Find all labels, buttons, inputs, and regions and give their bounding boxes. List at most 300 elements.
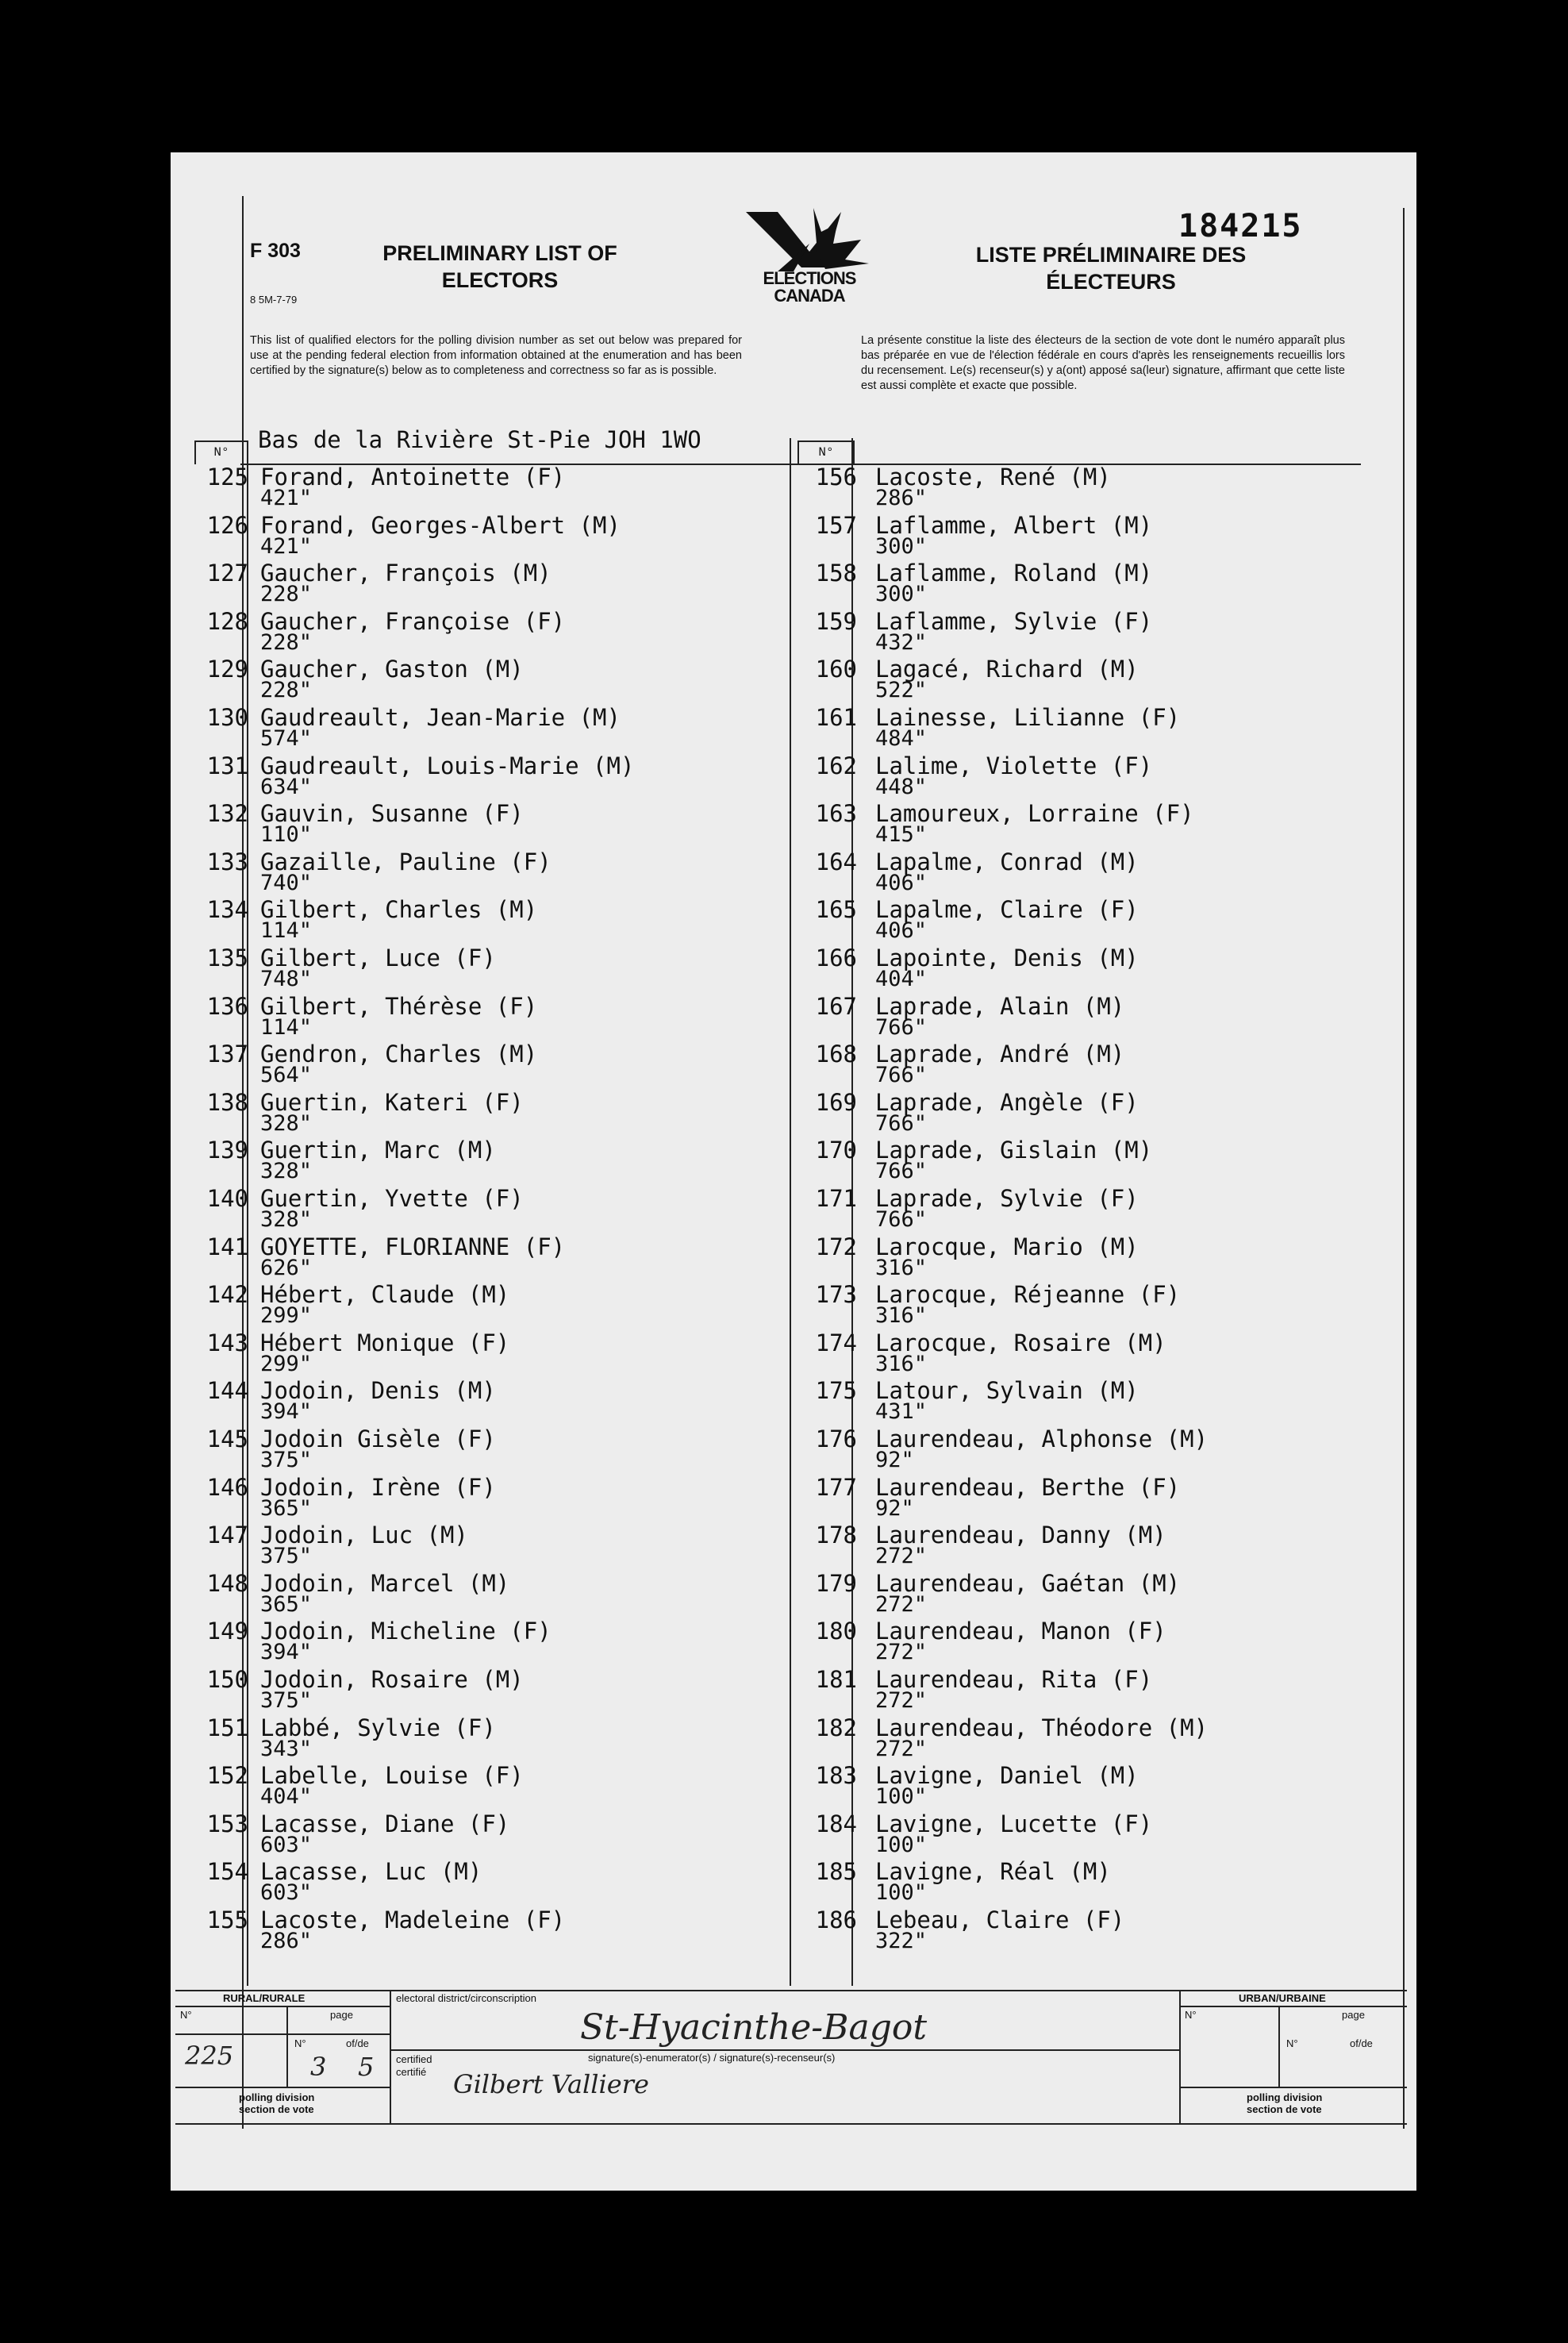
elector-number: 166 (815, 945, 857, 971)
elector-address: 316" (875, 1255, 928, 1280)
page-total: 5 (358, 2052, 375, 2082)
elector-name: Labelle, Louise (F) (260, 1762, 524, 1790)
elector-name: Laurendeau, Gaétan (M) (875, 1569, 1181, 1597)
urban-polling-label-fr: section de vote (1247, 2103, 1322, 2115)
elector-number: 184 (815, 1810, 857, 1837)
elector-entry (185, 1425, 740, 1474)
elector-number: 168 (815, 1041, 857, 1068)
elector-number: 177 (815, 1473, 857, 1501)
elector-entry (185, 1281, 740, 1329)
elector-name: Laurendeau, Manon (F) (875, 1618, 1166, 1645)
elector-entry (794, 1425, 1349, 1474)
elector-number: 162 (815, 752, 857, 779)
elector-address: 272" (875, 1640, 928, 1665)
elector-address: 286" (260, 1929, 313, 1953)
elector-number: 186 (815, 1906, 857, 1933)
title-english (349, 240, 651, 294)
elector-address: 375" (260, 1688, 313, 1713)
elector-address: 228" (260, 629, 313, 655)
elector-number: 130 (206, 704, 248, 731)
elector-number: 135 (206, 945, 248, 971)
elector-name: Gauvin, Susanne (F) (260, 800, 524, 828)
elector-entry (185, 464, 740, 512)
elector-number: 142 (206, 1281, 248, 1309)
elector-number: 183 (815, 1762, 857, 1790)
footer-rural-mid (175, 2033, 390, 2035)
rural-of-label: of/de (346, 2037, 369, 2049)
elector-number: 164 (815, 848, 857, 875)
elector-number: 176 (815, 1425, 857, 1452)
elector-entry (794, 896, 1349, 945)
elector-address: 100" (875, 1880, 928, 1906)
elector-entry (185, 1810, 740, 1859)
elector-address: 484" (875, 726, 928, 751)
elector-address: 328" (260, 1159, 313, 1184)
elector-name: Forand, Georges-Albert (M) (260, 511, 621, 539)
elector-name: Guertin, Yvette (F) (260, 1185, 524, 1212)
elector-entry (185, 1089, 740, 1137)
elector-name: Lapointe, Denis (M) (875, 945, 1139, 971)
elector-address: 564" (260, 1063, 313, 1088)
elector-address: 272" (875, 1591, 928, 1617)
certified-label-en: certified (396, 2053, 432, 2065)
elector-number: 149 (206, 1618, 248, 1645)
elector-entry (794, 1810, 1349, 1859)
logo-wordmark (726, 270, 893, 305)
elector-address: 316" (875, 1303, 928, 1329)
elector-name: Jodoin, Micheline (F) (260, 1618, 551, 1645)
elector-address: 626" (260, 1255, 313, 1280)
left-col-number-header: N° (194, 441, 248, 464)
elector-number: 132 (206, 800, 248, 828)
elector-number: 125 (206, 464, 248, 491)
elector-entry (794, 848, 1349, 897)
elector-name: Gendron, Charles (M) (260, 1041, 538, 1068)
elector-entry (185, 752, 740, 801)
elector-name: Gilbert, Thérèse (F) (260, 992, 538, 1020)
serial-number: 184215 (1178, 208, 1303, 244)
rural-polling-label-en: polling division (239, 2091, 315, 2103)
elector-number: 144 (206, 1377, 248, 1405)
elector-entry (794, 1906, 1349, 1955)
footer-page-box-divider (286, 2006, 288, 2087)
elector-address: 322" (875, 1929, 928, 1953)
elector-address: 603" (260, 1832, 313, 1857)
footer-signature-rule (390, 2049, 1179, 2051)
elector-address: 228" (260, 582, 313, 607)
elector-address: 375" (260, 1448, 313, 1472)
sub-heading: Bas de la Rivière St-Pie JOH 1WO (258, 426, 701, 453)
footer-rural-divider (390, 1990, 391, 2125)
elector-entry (185, 896, 740, 945)
urban-page-label: page (1342, 2009, 1365, 2021)
elector-name: Jodoin, Rosaire (M) (260, 1666, 524, 1693)
elector-address: 415" (875, 822, 928, 848)
elector-address: 92" (875, 1495, 914, 1521)
elector-entry (794, 800, 1349, 848)
elector-entry (185, 993, 740, 1041)
elector-number: 173 (815, 1281, 857, 1309)
elector-entry (185, 560, 740, 608)
elector-number: 182 (815, 1714, 857, 1741)
elector-address: 406" (875, 918, 928, 944)
elector-address: 766" (875, 1014, 928, 1040)
elector-entry (794, 1137, 1349, 1185)
elector-number: 145 (206, 1425, 248, 1452)
elector-name: Lacasse, Luc (M) (260, 1858, 482, 1886)
elector-number: 138 (206, 1088, 248, 1116)
district-value: St-Hyacinthe-Bagot (580, 2007, 928, 2048)
elector-number: 167 (815, 992, 857, 1020)
elector-address: 100" (875, 1832, 928, 1857)
elector-number: 161 (815, 704, 857, 731)
elector-entry (185, 656, 740, 704)
certified-label-fr: certifié (396, 2066, 427, 2078)
elector-address: 328" (260, 1110, 313, 1136)
elector-number: 155 (206, 1906, 248, 1933)
footer-rural-subrule (175, 2006, 390, 2007)
elector-name: Laprade, Sylvie (F) (875, 1185, 1139, 1212)
elector-name: Laprade, Gislain (M) (875, 1137, 1153, 1164)
elector-entry (185, 1522, 740, 1570)
elector-address: 110" (260, 822, 313, 848)
elector-address: 421" (260, 533, 313, 559)
elector-name: Laurendeau, Danny (M) (875, 1522, 1166, 1549)
elector-name: Jodoin Gisèle (F) (260, 1425, 496, 1452)
elector-name: Larocque, Mario (M) (875, 1233, 1139, 1260)
elector-name: Gaudreault, Jean-Marie (M) (260, 704, 621, 731)
elector-number: 137 (206, 1041, 248, 1068)
intro-french: La présente constitue la liste des électeurs de la section de vote dont le numéro apparaît plus bas préparée en vue de l'élection fédérale en cours d'après les renseignements recueillis lors du recensement. Le(s) recenseur(s) y a(ont) apposé sa(leur) signature, affirmant que cette liste est aussi complète et exacte que possible. (861, 334, 1345, 392)
elector-entry (794, 1041, 1349, 1089)
elector-address: 431" (875, 1399, 928, 1425)
elector-number: 136 (206, 992, 248, 1020)
elector-name: Laflamme, Albert (M) (875, 511, 1153, 539)
elector-address: 432" (875, 629, 928, 655)
elector-name: Lacasse, Diane (F) (260, 1810, 510, 1837)
elector-entry (185, 800, 740, 848)
elector-address: 574" (260, 726, 313, 751)
elector-address: 634" (260, 774, 313, 799)
elector-address: 272" (875, 1688, 928, 1713)
elector-address: 421" (260, 486, 313, 510)
right-col-number-header: N° (797, 441, 855, 464)
elector-address: 343" (260, 1736, 313, 1761)
elector-name: Hébert, Claude (M) (260, 1281, 510, 1309)
elector-number: 165 (815, 896, 857, 924)
enumerator-signature: Gilbert Valliere (453, 2069, 649, 2099)
elector-number: 139 (206, 1137, 248, 1164)
elector-number: 148 (206, 1569, 248, 1597)
elector-name: Laflamme, Sylvie (F) (875, 607, 1153, 635)
elector-number: 154 (206, 1858, 248, 1886)
elector-name: Jodoin, Irène (F) (260, 1473, 496, 1501)
elector-entry (185, 704, 740, 752)
elector-name: Lacoste, René (M) (875, 464, 1111, 491)
rural-page-label: page (330, 2009, 353, 2021)
elector-number: 172 (815, 1233, 857, 1260)
elector-name: Lapalme, Claire (F) (875, 896, 1139, 924)
elector-address: 766" (875, 1159, 928, 1184)
elector-address: 766" (875, 1063, 928, 1088)
elector-number: 141 (206, 1233, 248, 1260)
footer-urban-low (1181, 2087, 1407, 2088)
elector-address: 748" (260, 967, 313, 991)
elector-number: 150 (206, 1666, 248, 1693)
signature-label: signature(s)-enumerator(s) / signature(s)-recenseur(s) (588, 2052, 836, 2064)
elector-entry (794, 1618, 1349, 1666)
elector-entry (794, 704, 1349, 752)
elector-name: Guertin, Marc (M) (260, 1137, 496, 1164)
elector-name: Gaudreault, Louis-Marie (M) (260, 752, 635, 779)
district-label: electoral district/circonscription (396, 1992, 537, 2004)
elector-name: GOYETTE, FLORIANNE (F) (260, 1233, 566, 1260)
footer (175, 1990, 1409, 2125)
elector-entry (794, 1377, 1349, 1425)
elector-name: Lavigne, Lucette (F) (875, 1810, 1153, 1837)
elector-entry (185, 1377, 740, 1425)
elector-number: 175 (815, 1377, 857, 1405)
elector-entry (794, 1570, 1349, 1618)
print-code: 8 5M-7-79 (250, 294, 298, 306)
elector-entry (185, 1666, 740, 1714)
elector-name: Laflamme, Roland (M) (875, 560, 1153, 587)
elector-address: 286" (875, 486, 928, 510)
elector-name: Laprade, Alain (M) (875, 992, 1125, 1020)
elector-address: 365" (260, 1591, 313, 1617)
elector-entry (794, 560, 1349, 608)
form-code: F 303 (250, 240, 301, 262)
elector-address: 272" (875, 1736, 928, 1761)
elector-number: 129 (206, 656, 248, 683)
elector-number: 160 (815, 656, 857, 683)
elector-entry (185, 1858, 740, 1906)
elector-address: 740" (260, 870, 313, 895)
elector-number: 185 (815, 1858, 857, 1886)
elector-entry (794, 1522, 1349, 1570)
elector-entry (185, 848, 740, 897)
footer-rural-low (175, 2087, 390, 2088)
elector-address: 766" (875, 1207, 928, 1232)
column-divider (790, 438, 791, 1986)
footer-top-rule (175, 1990, 1407, 1991)
elector-address: 603" (260, 1880, 313, 1906)
elector-address: 328" (260, 1207, 313, 1232)
elector-number: 131 (206, 752, 248, 779)
logo-line1: ELECTIONS (763, 268, 856, 288)
elector-number: 179 (815, 1569, 857, 1597)
elector-entry (794, 1762, 1349, 1810)
elector-address: 766" (875, 1110, 928, 1136)
footer-urban-page-divider (1278, 2006, 1280, 2087)
elector-address: 404" (260, 1784, 313, 1810)
elector-number: 181 (815, 1666, 857, 1693)
elector-name: Gilbert, Charles (M) (260, 896, 538, 924)
intro-english: This list of qualified electors for the polling division number as set out below was prepared for use at the pending federal election from information obtained at the enumeration and has been certified by the signature(s) below as to completeness and correctness so far as is possible. (250, 334, 742, 377)
elector-name: Guertin, Kateri (F) (260, 1088, 524, 1116)
elector-name: Lainesse, Lilianne (F) (875, 704, 1181, 731)
elector-address: 299" (260, 1303, 313, 1329)
frame-right-rule (1403, 208, 1405, 2129)
elector-number: 174 (815, 1329, 857, 1356)
elector-entry (185, 1041, 740, 1089)
elector-entry (794, 512, 1349, 560)
urban-label: URBAN/URBAINE (1239, 1992, 1326, 2004)
elector-entry (185, 1618, 740, 1666)
elector-number: 151 (206, 1714, 248, 1741)
elector-entry (794, 608, 1349, 656)
rural-page-no-label: N° (294, 2037, 306, 2049)
elector-entry (794, 1233, 1349, 1282)
elector-name: Laurendeau, Berthe (F) (875, 1473, 1181, 1501)
elector-address: 394" (260, 1640, 313, 1665)
rural-no-label: N° (180, 2009, 192, 2021)
poll-number: 225 (185, 2041, 234, 2071)
elector-entry (794, 464, 1349, 512)
elector-name: Laurendeau, Alphonse (M) (875, 1425, 1209, 1452)
elector-entry (794, 1281, 1349, 1329)
elector-name: Gaucher, Gaston (M) (260, 656, 524, 683)
elector-entry (185, 1185, 740, 1233)
elector-entry (794, 1474, 1349, 1522)
elector-entry (185, 1329, 740, 1378)
elector-address: 316" (875, 1351, 928, 1376)
elector-entry (794, 1714, 1349, 1763)
elector-entry (794, 656, 1349, 704)
logo-line2: CANADA (774, 286, 845, 306)
elector-number: 147 (206, 1522, 248, 1549)
elector-address: 300" (875, 582, 928, 607)
elector-address: 100" (875, 1784, 928, 1810)
urban-page-no-label: N° (1286, 2037, 1298, 2049)
elector-number: 128 (206, 607, 248, 635)
title-french-line2: ÉLECTEURS (1046, 270, 1176, 294)
footer-bottom-rule (175, 2123, 1407, 2125)
elector-address: 394" (260, 1399, 313, 1425)
elector-name: Larocque, Réjeanne (F) (875, 1281, 1181, 1309)
title-french-line1: LISTE PRÉLIMINAIRE DES (975, 243, 1247, 267)
elector-number: 158 (815, 560, 857, 587)
rural-polling-label-fr: section de vote (239, 2103, 314, 2115)
elector-number: 178 (815, 1522, 857, 1549)
elector-name: Lavigne, Daniel (M) (875, 1762, 1139, 1790)
elector-address: 114" (260, 1014, 313, 1040)
elector-entry (794, 1089, 1349, 1137)
elector-name: Gilbert, Luce (F) (260, 945, 496, 971)
elector-address: 406" (875, 870, 928, 895)
elector-number: 134 (206, 896, 248, 924)
elector-entry (794, 1858, 1349, 1906)
elector-entry (185, 1474, 740, 1522)
footer-urban-subrule (1181, 2006, 1407, 2007)
elector-number: 171 (815, 1185, 857, 1212)
elector-number: 140 (206, 1185, 248, 1212)
elector-number: 169 (815, 1088, 857, 1116)
elector-number: 126 (206, 511, 248, 539)
elector-address: 272" (875, 1544, 928, 1569)
urban-polling-label-en: polling division (1247, 2091, 1323, 2103)
elector-number: 153 (206, 1810, 248, 1837)
elector-name: Lalime, Violette (F) (875, 752, 1153, 779)
elector-number: 143 (206, 1329, 248, 1356)
elector-entry (794, 945, 1349, 993)
urban-no-label: N° (1185, 2009, 1197, 2021)
elector-entry (185, 945, 740, 993)
elector-name: Forand, Antoinette (F) (260, 464, 566, 491)
elector-name: Lebeau, Claire (F) (875, 1906, 1125, 1933)
elector-address: 448" (875, 774, 928, 799)
title-english-line2: ELECTORS (441, 268, 559, 292)
elector-number: 180 (815, 1618, 857, 1645)
elector-name: Hébert Monique (F) (260, 1329, 510, 1356)
footer-urban-divider (1179, 1990, 1181, 2125)
elector-name: Lamoureux, Lorraine (F) (875, 800, 1194, 828)
elector-address: 365" (260, 1495, 313, 1521)
rural-label: RURAL/RURALE (223, 1992, 306, 2004)
elector-number: 159 (815, 607, 857, 635)
elector-name: Lapalme, Conrad (M) (875, 848, 1139, 875)
elector-name: Laprade, Angèle (F) (875, 1088, 1139, 1116)
elector-number: 163 (815, 800, 857, 828)
electors-list-sheet (171, 152, 1416, 2191)
elector-entry (185, 1233, 740, 1282)
page-number: 3 (310, 2052, 327, 2082)
elector-address: 522" (875, 678, 928, 703)
urban-of-label: of/de (1350, 2037, 1373, 2049)
elector-address: 404" (875, 967, 928, 991)
elector-entry (794, 993, 1349, 1041)
elector-name: Lagacé, Richard (M) (875, 656, 1139, 683)
elector-name: Laprade, André (M) (875, 1041, 1125, 1068)
title-english-line1: PRELIMINARY LIST OF (382, 241, 617, 265)
title-french (944, 241, 1278, 295)
elector-entry (185, 1714, 740, 1763)
elector-entry (185, 608, 740, 656)
elector-name: Gazaille, Pauline (F) (260, 848, 551, 875)
elector-name: Gaucher, François (M) (260, 560, 551, 587)
elector-address: 228" (260, 678, 313, 703)
elector-number: 170 (815, 1137, 857, 1164)
elector-entry (794, 1329, 1349, 1378)
elector-entry (185, 1570, 740, 1618)
elector-name: Laurendeau, Rita (F) (875, 1666, 1153, 1693)
elector-name: Latour, Sylvain (M) (875, 1377, 1139, 1405)
elector-name: Lavigne, Réal (M) (875, 1858, 1111, 1886)
elector-entry (185, 1906, 740, 1955)
elector-number: 127 (206, 560, 248, 587)
elector-entry (794, 752, 1349, 801)
elector-address: 92" (875, 1448, 914, 1472)
elector-name: Jodoin, Marcel (M) (260, 1569, 510, 1597)
elector-number: 156 (815, 464, 857, 491)
elector-address: 299" (260, 1351, 313, 1376)
elector-name: Larocque, Rosaire (M) (875, 1329, 1166, 1356)
elector-name: Jodoin, Denis (M) (260, 1377, 496, 1405)
elector-entry (185, 1762, 740, 1810)
elector-address: 375" (260, 1544, 313, 1569)
elector-name: Laurendeau, Théodore (M) (875, 1714, 1209, 1741)
elector-name: Gaucher, Françoise (F) (260, 607, 566, 635)
elector-entry (185, 1137, 740, 1185)
elector-entry (185, 512, 740, 560)
elector-name: Labbé, Sylvie (F) (260, 1714, 496, 1741)
elector-entry (794, 1185, 1349, 1233)
elector-address: 114" (260, 918, 313, 944)
elector-name: Jodoin, Luc (M) (260, 1522, 468, 1549)
elector-number: 133 (206, 848, 248, 875)
elector-name: Lacoste, Madeleine (F) (260, 1906, 566, 1933)
elector-number: 152 (206, 1762, 248, 1790)
